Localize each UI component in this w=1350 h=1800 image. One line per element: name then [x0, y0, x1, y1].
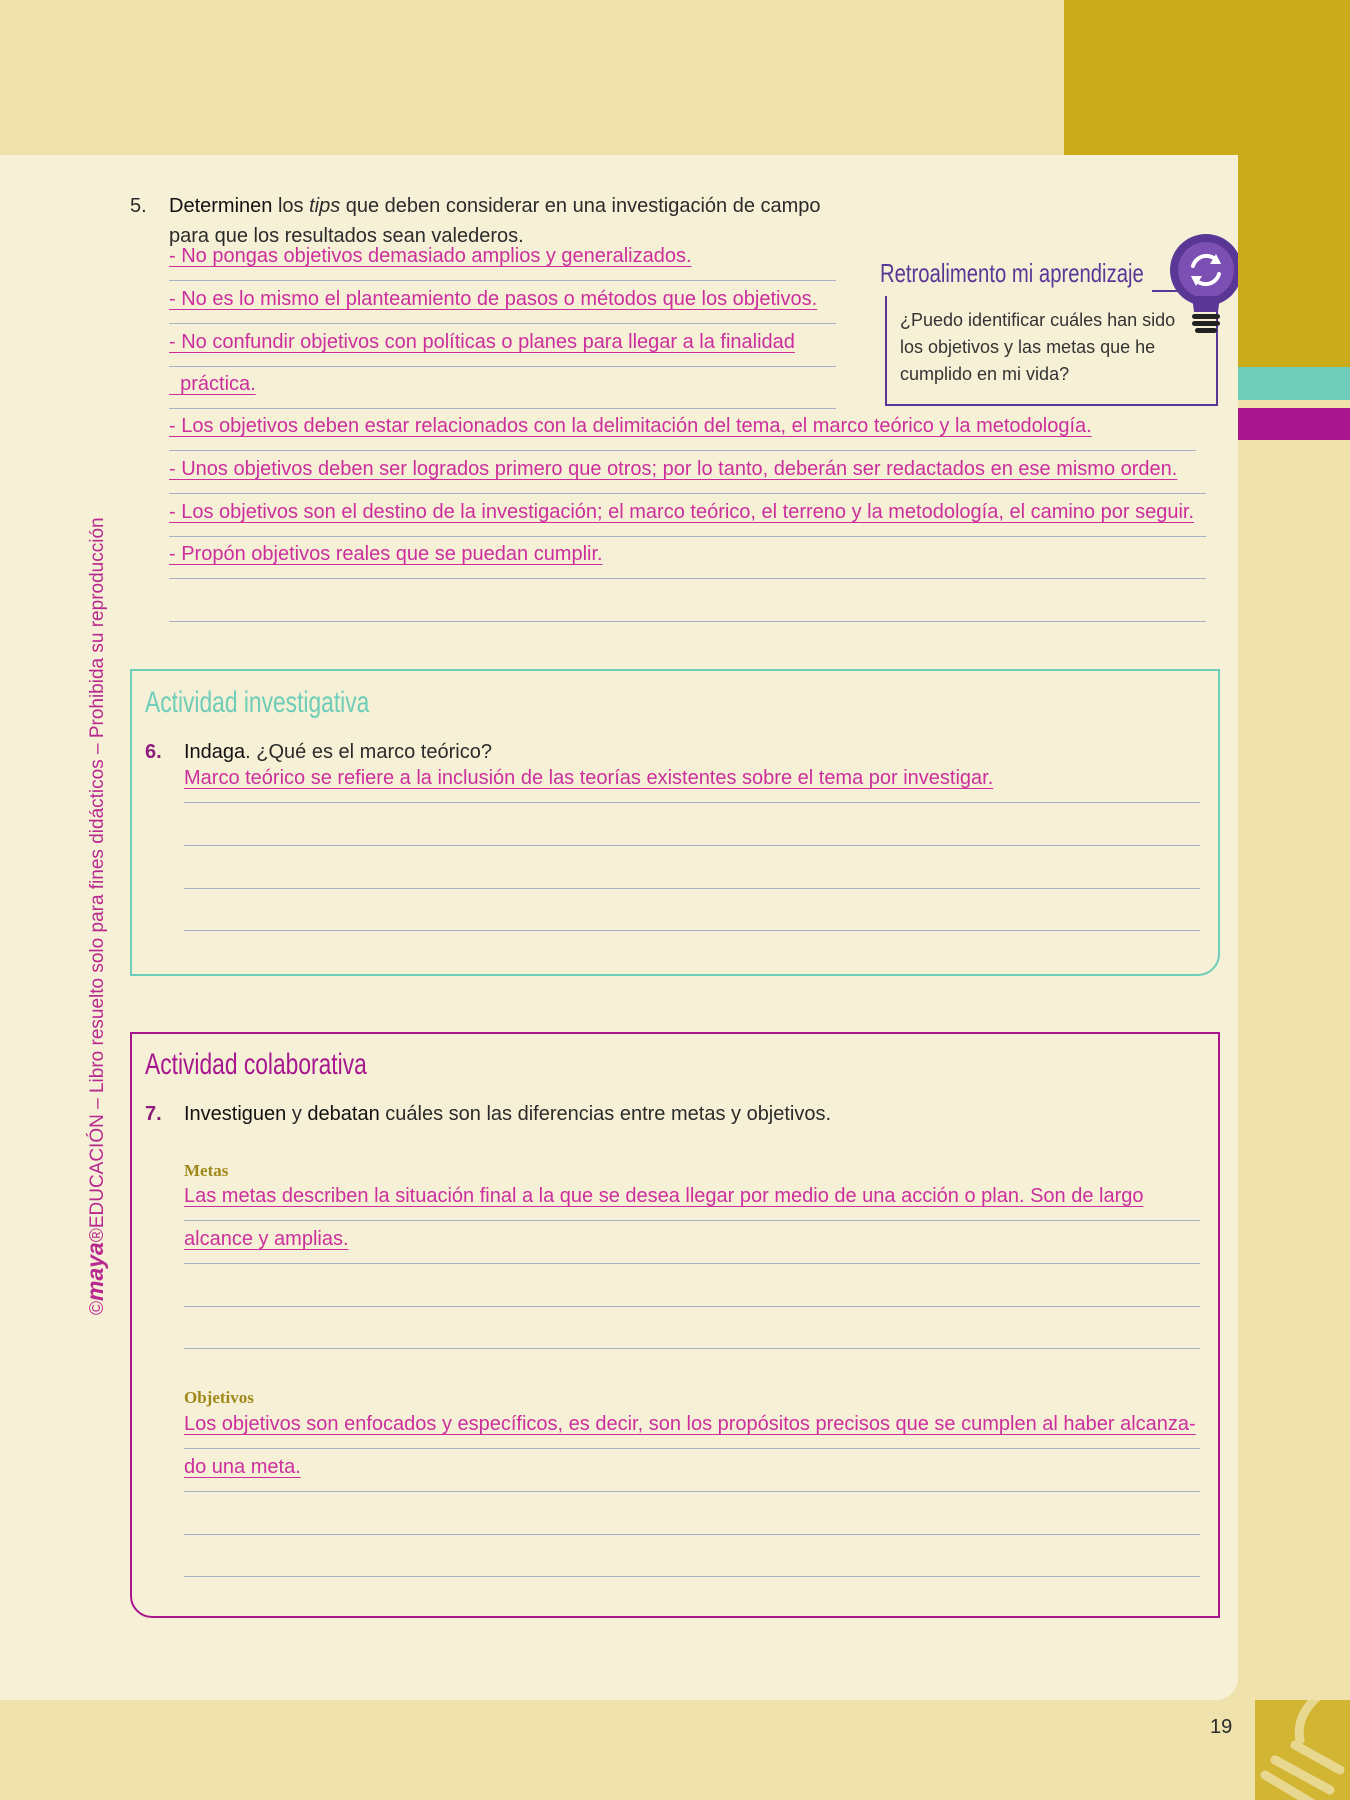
magenta-stripe [1238, 408, 1350, 440]
q5-answer-line: - Los objetivos son el destino de la investigación; el marco teórico, el terreno y la metodología, el camino por seguir. [169, 496, 1206, 537]
corner-lightbulb-watermark [1255, 1700, 1350, 1800]
objetivos-answer-line: Los objetivos son enfocados y específicos, es decir, son los propósitos precisos que se cumplen al haber alcanza- [184, 1408, 1200, 1449]
retro-text: ¿Puedo identificar cuáles han sido los objetivos y las metas que he cumplido en mi vida? [900, 310, 1176, 384]
q6-answer-line: Marco teórico se refiere a la inclusión de las teorías existentes sobre el tema por investigar. [184, 762, 1200, 803]
page-number: 19 [1210, 1716, 1233, 1738]
q6-answer-line [184, 890, 1200, 931]
lightbulb-icon [1146, 232, 1238, 340]
tips-word: tips [309, 195, 341, 217]
metas-answer-line: alcance y amplias. [184, 1223, 1200, 1264]
copyright-sidebar: ©maya®EDUCACIÓN – Libro resuelto solo para fines didácticos – Prohibida su reproducción [82, 517, 108, 1315]
objetivos-label: Objetivos [184, 1388, 254, 1407]
retro-title: Retroalimento mi aprendizaje [880, 258, 1144, 288]
q5-prompt: Determinen los tips que deben considerar en una investigación de campo [169, 195, 821, 217]
activity-collaborative-title: Actividad colaborativa [145, 1048, 367, 1081]
q6-prompt: Indaga. ¿Qué es el marco teórico? [184, 741, 492, 763]
q5-answer-line: práctica. [169, 368, 836, 409]
q6-answer-line [184, 805, 1200, 846]
q5-answer-line [169, 581, 1206, 622]
q5-answer-line: - Los objetivos deben estar relacionados con la delimitación del tema, el marco teórico y la metodología. [169, 410, 1196, 451]
q5-verb: Determinen [169, 195, 273, 217]
q5-prompt-line2: para que los resultados sean valederos. [169, 225, 524, 247]
brand-name: maya [82, 1242, 108, 1301]
q6-answer-line [184, 848, 1200, 889]
metas-answer-line [184, 1308, 1200, 1349]
objetivos-answer-line: do una meta. [184, 1451, 1200, 1492]
q7-number: 7. [145, 1103, 162, 1125]
metas-label: Metas [184, 1161, 229, 1180]
q5-answer-line: - Unos objetivos deben ser logrados primero que otros; por lo tanto, deberán ser redactados en ese mismo orden. [169, 453, 1206, 494]
objetivos-answer-line [184, 1494, 1200, 1535]
metas-answer-line: Las metas describen la situación final a la que se desea llegar por medio de una acción o plan. Son de largo [184, 1180, 1200, 1221]
sidebar-rest: EDUCACIÓN – Libro resuelto solo para fines didácticos – Prohibida su reproducción [87, 517, 108, 1229]
q7-prompt: Investiguen y debatan cuáles son las diferencias entre metas y objetivos. [184, 1103, 832, 1125]
q5-number: 5. [130, 195, 147, 217]
lightbulb-watermark-icon [1255, 1700, 1350, 1800]
teal-stripe [1238, 367, 1350, 400]
q5-answer-line: - Propón objetivos reales que se puedan cumplir. [169, 538, 1206, 579]
q6-number: 6. [145, 741, 162, 763]
q5-answer-line: - No confundir objetivos con políticas o planes para llegar a la finalidad [169, 326, 836, 367]
activity-investigative-title: Actividad investigativa [145, 686, 370, 719]
metas-answer-line [184, 1266, 1200, 1307]
objetivos-answer-line [184, 1536, 1200, 1577]
q5-answer-line: - No pongas objetivos demasiado amplios y generalizados. [169, 240, 836, 281]
q5-answer-line: - No es lo mismo el planteamiento de pasos o métodos que los objetivos. [169, 283, 836, 324]
